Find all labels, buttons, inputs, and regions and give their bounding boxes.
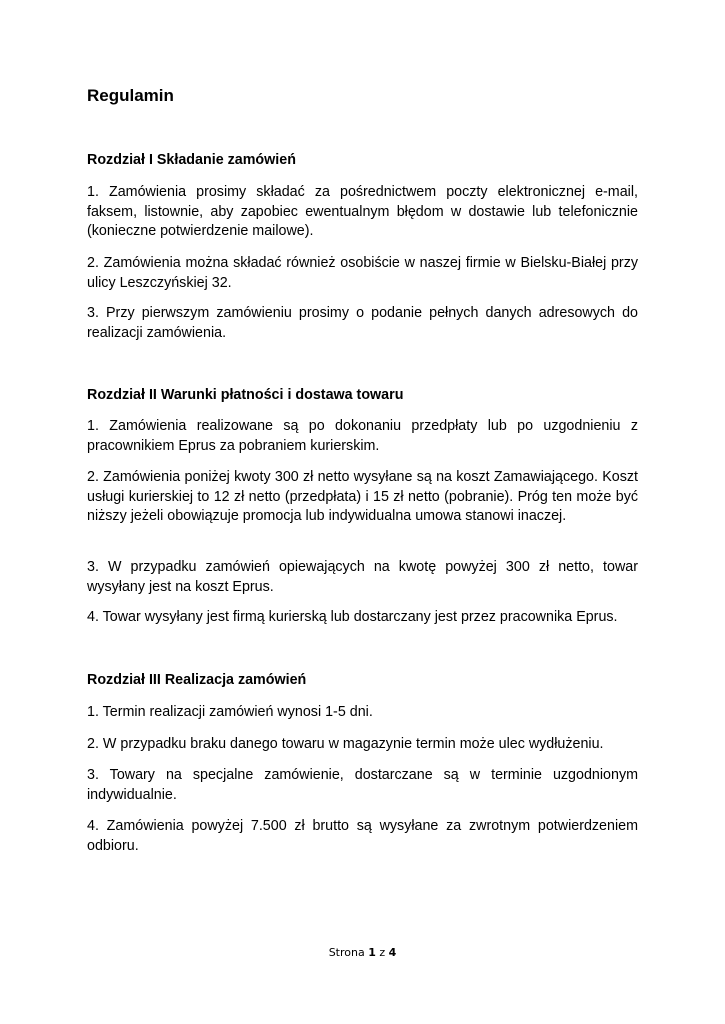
section-heading-1: Rozdział I Składanie zamówień bbox=[87, 152, 296, 168]
section-3-paragraph-3: 3. Towary na specjalne zamówienie, dostarczane są w terminie uzgodnionym indywidualnie. bbox=[87, 767, 638, 803]
section-1-paragraph-2: 2. Zamówienia można składać również osobiście w naszej firmie w Bielsku-Białej przy ulicy Leszczyńskiej 32. bbox=[87, 255, 638, 291]
section-2-paragraph-3: 3. W przypadku zamówień opiewających na kwotę powyżej 300 zł netto, towar wysyłany jest na koszt Eprus. bbox=[87, 559, 638, 595]
section-1-paragraph-3: 3. Przy pierwszym zamówieniu prosimy o podanie pełnych danych adresowych do realizacji zamówienia. bbox=[87, 305, 638, 341]
section-heading-3: Rozdział III Realizacja zamówień bbox=[87, 672, 307, 688]
section-3-paragraph-4: 4. Zamówienia powyżej 7.500 zł brutto są wysyłane za zwrotnym potwierdzeniem odbioru. bbox=[87, 818, 638, 854]
footer-separator: z bbox=[379, 946, 386, 959]
page-footer bbox=[0, 946, 725, 960]
section-heading-2: Rozdział II Warunki płatności i dostawa towaru bbox=[87, 387, 404, 403]
section-3-paragraph-2: 2. W przypadku braku danego towaru w magazynie termin może ulec wydłużeniu. bbox=[87, 736, 604, 752]
section-2-paragraph-2: 2. Zamówienia poniżej kwoty 300 zł netto wysyłane są na koszt Zamawiającego. Koszt usługi kurierskiej to 12 zł netto (przedpłata) i 15 zł netto (pobranie). Próg ten może być niższy jeżeli obowiązuje promocja lub indywidualna umowa stanowi inaczej. bbox=[87, 469, 638, 524]
footer-current-page: 1 bbox=[368, 946, 376, 959]
section-2-paragraph-4: 4. Towar wysyłany jest firmą kurierską lub dostarczany jest przez pracownika Eprus. bbox=[87, 609, 618, 625]
footer-total-pages: 4 bbox=[388, 946, 397, 959]
footer-prefix: Strona bbox=[328, 946, 365, 959]
section-3-paragraph-1: 1. Termin realizacji zamówień wynosi 1-5 dni. bbox=[87, 704, 373, 720]
section-1-paragraph-1: 1. Zamówienia prosimy składać za pośrednictwem poczty elektronicznej e-mail, faksem, listownie, aby zapobiec ewentualnym błędom w dostawie lub telefonicznie (konieczne potwierdzenie mailowe). bbox=[87, 184, 638, 239]
section-2-paragraph-1: 1. Zamówienia realizowane są po dokonaniu przedpłaty lub po uzgodnieniu z pracownikiem Eprus za pobraniem kurierskim. bbox=[87, 418, 638, 454]
document-title: Regulamin bbox=[87, 86, 174, 105]
